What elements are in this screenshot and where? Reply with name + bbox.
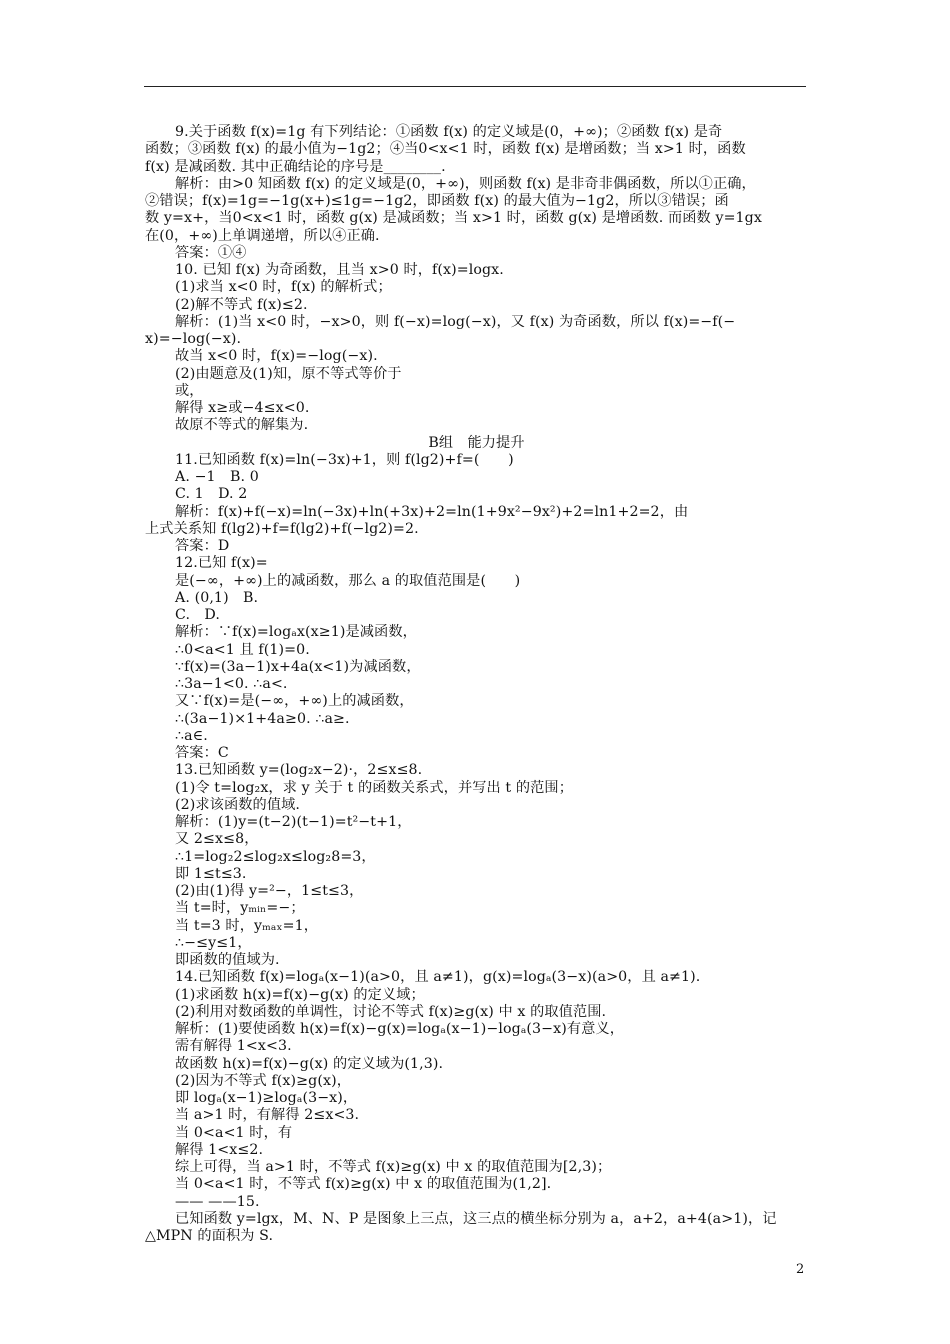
text-line: 需有解得 1<x<3. [175,1038,292,1055]
text-line: 解析：由>0 知函数 f(x) 的定义域是(0，+∞)，则函数 f(x) 是非奇非偶函数，所以①正确， [175,175,756,192]
text-line: (2)利用对数函数的单调性，讨论不等式 f(x)≥g(x) 中 x 的取值范围. [175,1003,607,1020]
text-line: 函数；③函数 f(x) 的最小值为−1g2；④当0<x<1 时，函数 f(x) 是增函数；当 x>1 时，函数 [145,141,746,158]
text-line: 13.已知函数 y=(log₂x−2)·，2≤x≤8. [175,762,423,779]
text-line: 当 t=时，yₘᵢₙ=−； [175,900,305,917]
text-line: (2)由题意及(1)知，原不等式等价于 [175,365,402,382]
text-line: ∴0<a<1 且 f(1)=0. [175,641,310,658]
text-line: 14.已知函数 f(x)=logₐ(x−1)(a>0，且 a≠1)，g(x)=logₐ(3−x)(a>0，且 a≠1). [175,969,701,986]
text-line: f(x) 是减函数. 其中正确结论的序号是________. [145,158,446,175]
text-line: 12.已知 f(x)= [175,555,268,572]
text-line: 在(0，+∞)上单调递增，所以④正确. [145,227,380,244]
text-line: (2)由(1)得 y=²−，1≤t≤3， [175,883,364,899]
text-line: 故函数 h(x)=f(x)−g(x) 的定义域为(1,3). [175,1055,444,1072]
text-line: 答案：D [175,538,230,554]
text-line: 解析：∵f(x)=logₐx(x≥1)是减函数， [175,624,417,641]
text-line: (2)求该函数的值域. [175,796,301,813]
text-line: 当 a>1 时，有解得 2≤x<3. [175,1107,360,1124]
text-line: 数 y=x+，当0<x<1 时，函数 g(x) 是减函数；当 x>1 时，函数 g(x) 是增函数. 而函数 y=1gx [145,210,762,227]
text-line: 是(−∞，+∞)上的减函数，那么 a 的取值范围是( ) [175,572,521,589]
text-line: C. D. [175,607,220,623]
text-line: (1)令 t=log₂x，求 y 关于 t 的函数关系式，并写出 t 的范围； [175,779,573,796]
text-line: 10. 已知 f(x) 为奇函数，且当 x>0 时，f(x)=logx. [175,262,504,278]
text-line: 当 t=3 时，yₘₐₓ=1， [175,917,319,934]
text-line: 又 2≤x≤8， [175,831,259,848]
text-line: (1)求当 x<0 时，f(x) 的解析式； [175,279,392,296]
text-line: 解析：f(x)+f(−x)=ln(−3x)+ln(+3x)+2=ln(1+9x²−9x²)+2=ln1+2=2，由 [175,503,689,520]
text-line: x)=−log(−x). [145,331,242,347]
text-line: ②错误；f(x)=1g=−1g(x+)≤1g=−1g2，即函数 f(x) 的最大值为−1g2，所以③错误；函 [145,193,729,209]
page-number: 2 [796,1262,805,1277]
text-line: 当 0<a<1 时，有 [175,1124,293,1141]
text-line: △MPN 的面积为 S. [145,1228,274,1244]
text-line: ∴a∈. [175,727,208,744]
text-line: 解析：(1)y=(t−2)(t−1)=t²−t+1， [175,814,412,830]
text-line: 解得 1<x≤2. [175,1141,264,1158]
text-line: 9.关于函数 f(x)=1g 有下列结论：①函数 f(x) 的定义域是(0，+∞)；②函数 f(x) 是奇 [175,124,723,140]
text-line: B组 能力提升 [428,434,525,451]
text-line: 或， [175,382,204,399]
text-line: 11.已知函数 f(x)=ln(−3x)+1，则 f(lg2)+f=( ) [175,451,514,468]
document-body [145,124,808,1245]
text-line: 即函数的值域为. [175,952,280,968]
text-line: (1)求函数 h(x)=f(x)−g(x) 的定义域； [175,986,425,1003]
text-line: ∴3a−1<0. ∴a<. [175,676,288,692]
text-line: ∴1=log₂2≤log₂x≤log₂8=3， [175,848,376,865]
text-line: ∴(3a−1)×1+4a≥0. ∴a≥. [175,710,350,727]
text-line: A. (0,1) B. [175,589,259,606]
text-line: 答案：C [175,745,229,761]
text-line: (2)因为不等式 f(x)≥g(x)， [175,1072,351,1089]
text-line: —— ——15. [175,1193,260,1210]
text-line: ∴−≤y≤1， [175,934,252,951]
text-line: 即 logₐ(x−1)≥logₐ(3−x)， [175,1090,358,1106]
header-rule [144,86,806,87]
text-line: 解析：(1)要使函数 h(x)=f(x)−g(x)=logₐ(x−1)−logₐ(3−x)有意义， [175,1021,625,1037]
text-line: 已知函数 y=lgx，M、N、P 是图象上三点，这三点的横坐标分别为 a，a+2，a+4(a>1)，记 [175,1210,777,1227]
text-line: 上式关系知 f(lg2)+f=f(lg2)+f(−lg2)=2. [145,520,419,537]
text-line: A. −1 B. 0 [175,469,259,485]
text-line: 故原不等式的解集为. [175,417,309,434]
text-line: 即 1≤t≤3. [175,865,247,882]
text-line: 故当 x<0 时，f(x)=−log(−x). [175,348,378,365]
text-line: 又∵f(x)=是(−∞，+∞)上的减函数， [175,693,414,710]
text-line: 解析：(1)当 x<0 时，−x>0，则 f(−x)=log(−x)，又 f(x) 为奇函数，所以 f(x)=−f(− [175,313,736,330]
text-line: (2)解不等式 f(x)≤2. [175,296,308,313]
text-line: ∵f(x)=(3a−1)x+4a(x<1)为减函数， [175,658,421,675]
text-line: C. 1 D. 2 [175,486,248,503]
text-line: 答案：①④ [175,244,247,261]
text-line: 当 0<a<1 时，不等式 f(x)≥g(x) 中 x 的取值范围为(1,2]. [175,1176,552,1193]
text-line: 解得 x≥或−4≤x<0. [175,400,310,416]
text-line: 综上可得，当 a>1 时，不等式 f(x)≥g(x) 中 x 的取值范围为[2,3)； [175,1159,612,1175]
